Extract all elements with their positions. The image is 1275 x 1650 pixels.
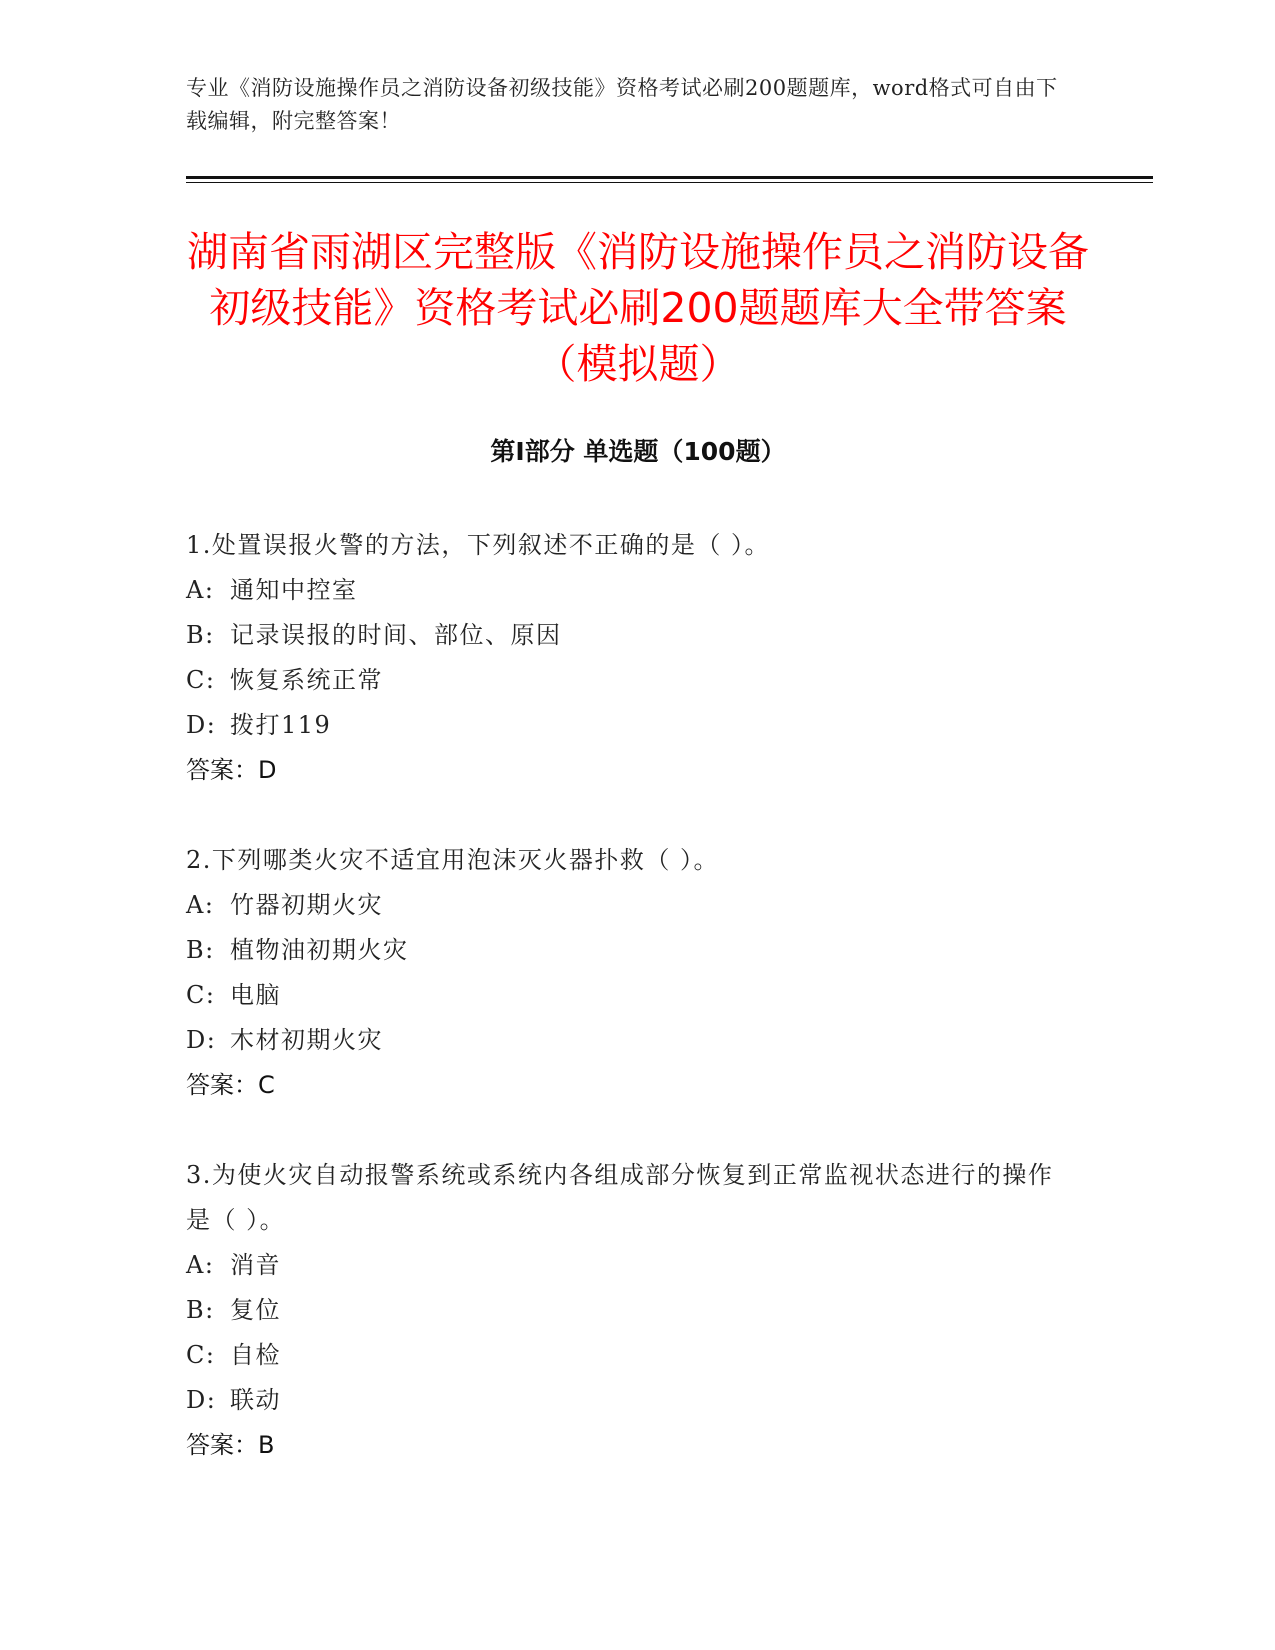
answer: 答案：D — [186, 756, 277, 784]
option-text: 通知中控室 — [230, 576, 358, 604]
option-c — [186, 658, 1066, 703]
option-a — [186, 883, 1066, 928]
option-d — [186, 1018, 1066, 1063]
document-title: 湖南省雨湖区完整版《消防设施操作员之消防设备初级技能》资格考试必刷200题题库大全带答案（模拟题） — [187, 228, 1089, 388]
option-label: B: — [186, 621, 215, 649]
option-text: 联动 — [230, 1386, 281, 1414]
header-rule-thin — [186, 182, 1153, 183]
option-label: A: — [186, 576, 215, 604]
option-label: A: — [186, 1251, 215, 1279]
option-label: D: — [186, 1026, 217, 1054]
option-c — [186, 1333, 1066, 1378]
option-text: 恢复系统正常 — [230, 666, 383, 694]
option-text: 消音 — [230, 1251, 281, 1279]
question-stem: 2.下列哪类火灾不适宜用泡沫灭火器扑救（ ）。 — [186, 846, 720, 874]
answer: 答案：C — [186, 1071, 275, 1099]
option-a — [186, 1243, 1066, 1288]
option-b — [186, 1288, 1066, 1333]
question-list — [186, 523, 1066, 1513]
option-text: 拨打119 — [230, 711, 332, 739]
section-title: 第Ⅰ部分 单选题（100题） — [490, 437, 786, 466]
question-stem: 3.为使火灾自动报警系统或系统内各组成部分恢复到正常监视状态进行的操作是（ ）。 — [186, 1161, 1054, 1234]
question-2 — [186, 838, 1066, 1108]
option-label: D: — [186, 711, 217, 739]
option-text: 记录误报的时间、部位、原因 — [230, 621, 562, 649]
option-b — [186, 613, 1066, 658]
option-text: 木材初期火灾 — [230, 1026, 383, 1054]
option-d — [186, 1378, 1066, 1423]
question-1 — [186, 523, 1066, 793]
question-3 — [186, 1153, 1066, 1468]
option-text: 电脑 — [230, 981, 281, 1009]
option-label: A: — [186, 891, 215, 919]
option-c — [186, 973, 1066, 1018]
option-text: 复位 — [230, 1296, 281, 1324]
question-stem: 1.处置误报火警的方法，下列叙述不正确的是（ ）。 — [186, 531, 771, 559]
option-label: B: — [186, 1296, 215, 1324]
option-label: C: — [186, 981, 216, 1009]
option-a — [186, 568, 1066, 613]
option-label: C: — [186, 1341, 216, 1369]
option-text: 植物油初期火灾 — [230, 936, 409, 964]
option-text: 竹器初期火灾 — [230, 891, 383, 919]
header-note: 专业《消防设施操作员之消防设备初级技能》资格考试必刷200题题库，word格式可自由下载编辑，附完整答案！ — [186, 76, 1058, 133]
option-text: 自检 — [230, 1341, 281, 1369]
option-d — [186, 703, 1066, 748]
header-rule-thick — [186, 176, 1153, 179]
option-label: B: — [186, 936, 215, 964]
option-b — [186, 928, 1066, 973]
answer: 答案：B — [186, 1431, 275, 1459]
option-label: C: — [186, 666, 216, 694]
option-label: D: — [186, 1386, 217, 1414]
